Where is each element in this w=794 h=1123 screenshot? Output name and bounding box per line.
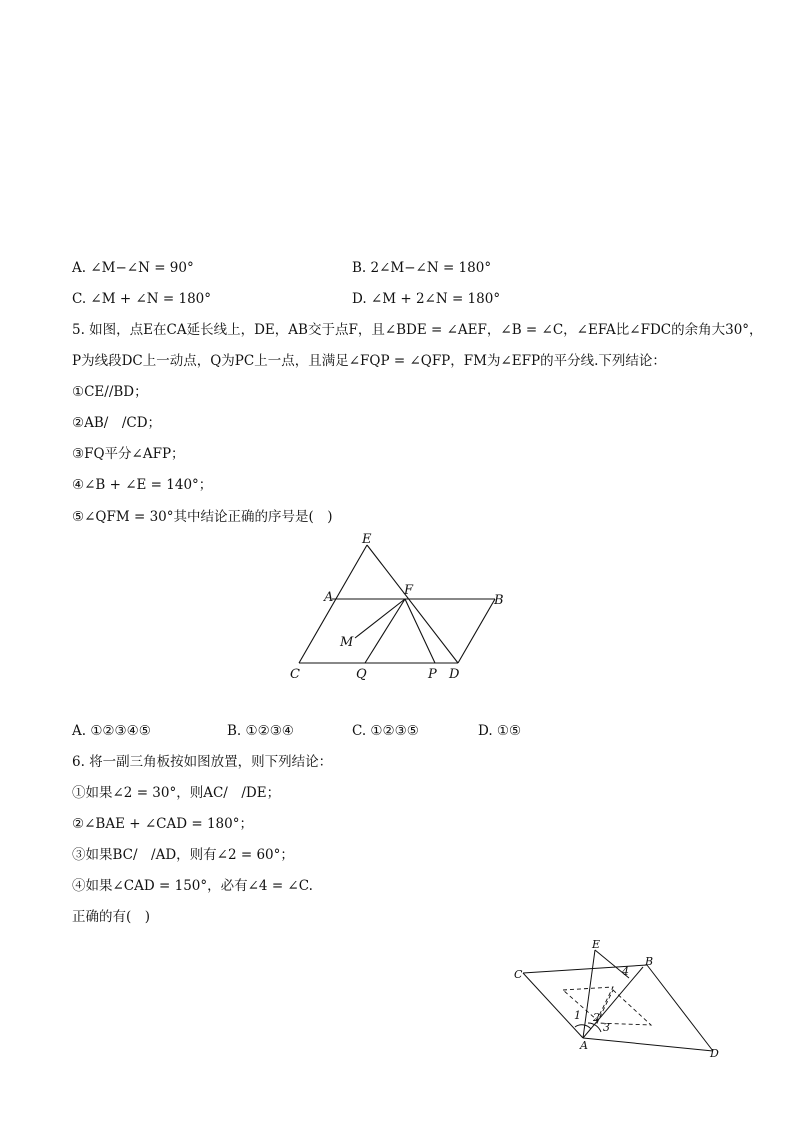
- label-1: 1: [574, 1009, 581, 1022]
- angle-arc-1: [575, 1025, 591, 1029]
- label-E: E: [362, 532, 372, 547]
- label-E: E: [592, 938, 601, 951]
- q4-option-d[interactable]: D. ∠M + 2∠N = 180°: [352, 291, 501, 307]
- q5-option-a[interactable]: A. ①②③④⑤: [72, 723, 151, 739]
- q5-conclusion-1: ①CE//BD；: [72, 384, 148, 400]
- label-B: B: [645, 955, 654, 968]
- q5-option-d[interactable]: D. ①⑤: [478, 723, 522, 739]
- label-4: 4: [622, 965, 629, 978]
- line-ab: [583, 967, 643, 1038]
- line-ca: [523, 973, 583, 1038]
- label-D: D: [449, 667, 460, 682]
- q6-prompt: 正确的有( ): [72, 909, 151, 925]
- q6-triangle-boards-figure: [505, 935, 735, 1065]
- q4-option-b[interactable]: B. 2∠M−∠N = 180°: [352, 260, 492, 276]
- q4-option-a[interactable]: A. ∠M−∠N = 90°: [72, 260, 194, 276]
- line-fq: [365, 599, 405, 663]
- q5-option-c[interactable]: C. ①②③⑤: [352, 723, 419, 739]
- q5-conclusion-2: ②AB/ /CD；: [72, 415, 162, 431]
- q4-option-c[interactable]: C. ∠M + ∠N = 180°: [72, 291, 211, 307]
- q5-stem-line2: P为线段DC上一动点，Q为PC上一点，且满足∠FQP = ∠QFP，FM为∠EFP的平分线.下列结论：: [72, 353, 666, 369]
- q5-conclusion-3: ③FQ平分∠AFP；: [72, 446, 185, 462]
- line-fm: [355, 599, 405, 638]
- q5-geometry-figure: [280, 530, 520, 690]
- label-B: B: [494, 593, 504, 608]
- line-fp: [405, 599, 435, 663]
- q5-option-b[interactable]: B. ①②③④: [227, 723, 294, 739]
- label-C: C: [514, 968, 523, 981]
- q5-conclusion-5: ⑤∠QFM = 30°其中结论正确的序号是( ): [72, 509, 333, 525]
- q6-stem: 6. 将一副三角板按如图放置，则下列结论：: [72, 754, 333, 770]
- q6-conclusion-3: ③如果BC/ /AD，则有∠2 = 60°；: [72, 847, 294, 863]
- label-D: D: [710, 1047, 719, 1060]
- label-M: M: [340, 635, 354, 650]
- line-ad: [583, 1038, 713, 1051]
- line-ed: [367, 545, 458, 663]
- label-C: C: [290, 667, 300, 682]
- q6-conclusion-2: ②∠BAE + ∠CAD = 180°；: [72, 816, 253, 832]
- line-bd: [647, 965, 713, 1051]
- label-P: P: [428, 667, 437, 682]
- q6-conclusion-1: ①如果∠2 = 30°，则AC/ /DE；: [72, 785, 281, 801]
- line-bd: [458, 599, 495, 663]
- q6-conclusion-4: ④如果∠CAD = 150°，必有∠4 = ∠C.: [72, 878, 313, 894]
- label-A: A: [580, 1039, 588, 1052]
- label-Q: Q: [356, 667, 367, 682]
- label-3: 3: [603, 1021, 610, 1034]
- q5-conclusion-4: ④∠B + ∠E = 140°；: [72, 477, 213, 493]
- label-F: F: [404, 583, 414, 598]
- q5-stem-line1: 5. 如图，点E在CA延长线上，DE，AB交于点F，且∠BDE = ∠AEF，∠B = ∠C，∠EFA比∠FDC的余角大30°，: [72, 322, 763, 338]
- label-2: 2: [593, 1011, 600, 1024]
- dashed-triangle-right: [597, 990, 651, 1025]
- label-A: A: [324, 590, 334, 605]
